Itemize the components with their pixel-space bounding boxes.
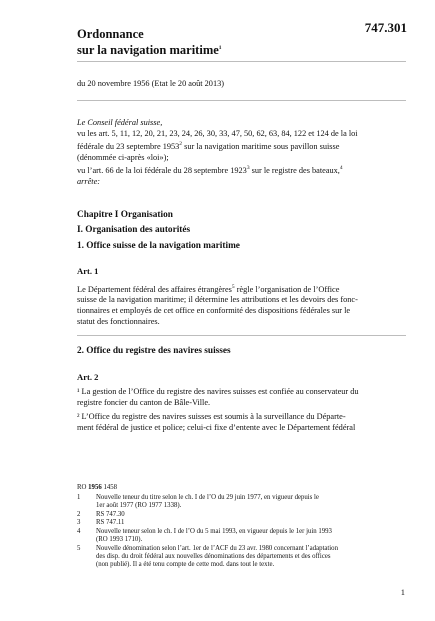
title-line-1: Ordonnance [77,27,144,41]
article-1-heading: Art. 1 [77,266,99,276]
preamble-line: fédérale du 23 septembre 1953$^2$ sur la navigation maritime sous pavillon suisse [77,141,340,151]
ro-reference: RO 1956 1458 [77,484,118,491]
preamble-line: (dénommée ci-après «loi»); [77,152,169,162]
subsection-heading: 1. Office suisse de la navigation maritime [77,241,240,251]
article-1-text: Le Département fédéral des affaires étrangères$^5$ règle l’organisation de l’Office suisse de la navigation maritime; il détermine les attributions et les devoirs des fonc- tionnaires et employés de cet office en conformité des dispositions fédérales sur le statut des fonctionnaires. [77,284,358,326]
footnote-ref[interactable]: 2 [179,141,183,148]
page-number: 1 [400,587,405,597]
article-2-text: ¹ La gestion de l’Office du registre des navires suisses est confiée au conservateur du registre foncier du canton de Bâle-Ville. ² L’Office du registre des navires suisses est soumis à la surveillance du Départe- ment fédéral de justice et police; celui-ci fixe d’entente avec le Département fédéral [77,387,359,432]
footnote-ref[interactable]: 1 [218,44,222,51]
divider [77,335,406,336]
chapter-heading: Chapitre I Organisation [77,210,173,220]
article-2-heading: Art. 2 [77,372,99,382]
preamble-line: vu les art. 5, 11, 12, 20, 21, 23, 24, 26, 30, 33, 47, 50, 62, 63, 84, 122 et 124 de la loi [77,128,358,138]
document-date: du 20 novembre 1956 (Etat le 20 août 2013) [77,79,225,88]
subsection-heading: 2. Office du registre des navires suisses [77,346,231,356]
footnote-ref[interactable]: 3 [246,165,250,172]
preamble-intro: Le Conseil fédéral suisse, [77,118,163,127]
divider [77,100,406,101]
preamble [77,118,406,187]
footnotes: 1 Nouvelle teneur du titre selon le ch. I de l’O du 29 juin 1977, en vigueur depuis le 1er août 1977 (RO 1977 1338). 2 RS 747.30 3 RS 747.11 4 Nouvelle teneur selon le ch. I de l’O du 5 mai 1993, en vigueur depuis le 1er juin 1993 (RO 1993 1710). 5 Nouvelle dénomination selon l’art. 1er de l’ACF du 23 avr. 1980 concernant l’adaptation des disp. du droit fédéral aux nouvelles dénominations des départements et des offices (non publié). Il a été tenu compte de cette mod. dans tout le texte. [77,494,338,569]
footnote-ref[interactable]: 4 [339,165,343,172]
divider [77,61,406,62]
document-number: 747.301 [364,20,407,35]
document-title [77,28,222,57]
title-line-2: sur la navigation maritime$^1$ [77,42,222,57]
preamble-line: vu l’art. 66 de la loi fédérale du 28 septembre 1923$^3$ sur le registre des bateaux,$^4$ [77,165,343,175]
footnote-ref[interactable]: 5 [231,284,235,290]
section-heading: I. Organisation des autorités [77,225,191,235]
preamble-arrete: arrête: [77,176,101,186]
